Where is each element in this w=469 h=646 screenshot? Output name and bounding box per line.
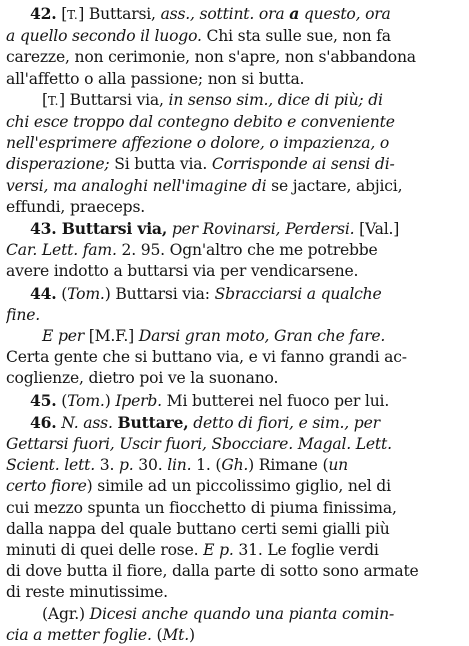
entry-44-sub-line-1: E per [M.F.] Darsi gran moto, Gran che fare. (42, 327, 386, 346)
entry-44-sub-line-3: coglienze, dietro poi ve la suonano. (6, 369, 279, 388)
dictionary-page (6, 3, 464, 646)
entry-42-sub-line-3: nell'esprimere affezione o dolore, o impazienza, o (6, 134, 390, 153)
entry-46-line-7: minuti di quei delle rose. E p. 31. Le foglie verdi (6, 541, 379, 560)
entry-46-line-5: cui mezzo spunta un fiocchetto di piuma finissima, (6, 498, 397, 517)
entry-44-sub (6, 326, 464, 390)
entry-42-line-2: a quello secondo il luogo. Chi sta sulle sue, non fa (6, 27, 391, 46)
entry-42-sub-line-4: disperazione; Si butta via. Corrisponde ai sensi di- (6, 155, 395, 174)
entry-46-sub-line-2: cia a metter foglie. (Mt.) (6, 625, 195, 644)
entry-42-sub-line-6: effundi, praeceps. (6, 197, 146, 216)
entry-43-line-1: 43. Buttarsi via, per Rovinarsi, Perdersi. [Val.] (30, 219, 400, 239)
entry-46-sub (6, 604, 464, 646)
entry-43 (6, 218, 464, 283)
entry-45 (6, 390, 464, 412)
entry-44 (6, 283, 464, 326)
entry-46-line-9: di reste minutissime. (6, 583, 168, 602)
entry-46-sub-line-1: (Agr.) Dicesi anche quando una pianta comin- (42, 604, 395, 623)
entry-43-line-3: avere indotto a buttarsi via per vendicarsene. (6, 262, 359, 281)
entry-44-line-1: 44. (Tom.) Buttarsi via: Sbracciarsi a qualche (30, 283, 382, 303)
entry-46-line-8: di dove butta il fiore, dalla parte di sotto sono armate (6, 562, 419, 581)
entry-42-sub-line-2: chi esce troppo dal contegno debito e conveniente (6, 113, 395, 132)
entry-46 (6, 412, 464, 604)
entry-42-line-4: all'affetto o alla passione; non si butta. (6, 69, 305, 88)
entry-44-line-2: fine. (6, 305, 40, 324)
entry-42-line-3: carezze, non cerimonie, non s'apre, non s'abbandona (6, 48, 416, 67)
entry-46-line-1: 46. N. ass. Buttare, detto di fiori, e sim., per (30, 412, 380, 432)
entry-46-line-4: certo fiore) simile ad un piccolissimo giglio, nel di (6, 477, 391, 496)
entry-43-line-2: Car. Lett. fam. 2. 95. Ogn'altro che me potrebbe (6, 241, 378, 260)
entry-45-line-1: 45. (Tom.) Iperb. Mi butterei nel fuoco per lui. (30, 390, 390, 410)
entry-46-line-2: Gettarsi fuori, Uscir fuori, Sbocciare. Magal. Lett. (6, 435, 392, 454)
entry-42-sub (6, 90, 464, 218)
entry-42 (6, 3, 464, 90)
entry-46-line-3: Scient. lett. 3. p. 30. lin. 1. (Gh.) Rimane (un (6, 456, 349, 475)
entry-46-line-6: dalla nappa del quale buttano certi semi gialli più (6, 519, 390, 538)
entry-42-line-1: 42. [T.] Buttarsi, ass., sottint. ora a questo, ora (30, 4, 391, 23)
entry-42-sub-line-1: [T.] Buttarsi via, in senso sim., dice di più; di (42, 90, 383, 109)
entry-44-sub-line-2: Certa gente che si buttano via, e vi fanno grandi ac- (6, 348, 407, 367)
entry-42-sub-line-5: versi, ma analoghi nell'imagine di se jactare, abjici, (6, 176, 403, 195)
